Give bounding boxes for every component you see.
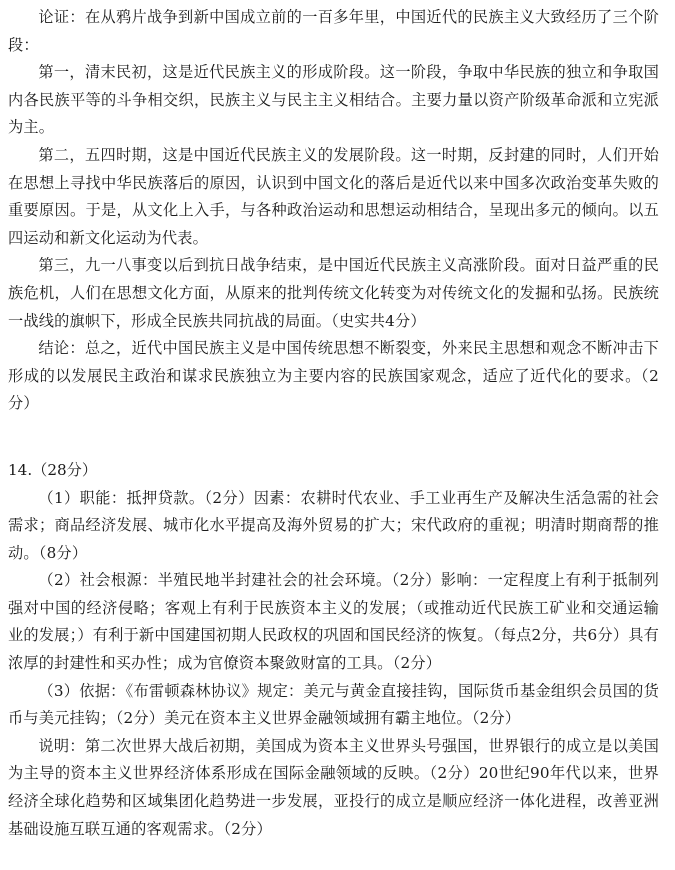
section-spacer [8, 418, 659, 457]
question-14-heading: 14.（28分） [8, 460, 98, 479]
answer-part-2-paragraph: （2）社会根源：半殖民地半封建社会的社会环境。（2分）影响：一定程度上有利于抵制列强对中国的经济侵略；客观上有利于民族资本主义的发展；（或推动近代民族工矿业和交通运输业的发展；）有利于新中国建国初期人民政权的巩固和国民经济的恢复。（每点2分，共6分）具有浓厚的封建性和买办性；成为官僚资本聚敛财富的工具。（2分） [8, 571, 659, 673]
stage-three-paragraph: 第三，九一八事变以后到抗日战争结束，是中国近代民族主义高涨阶段。面对日益严重的民族危机，人们在思想文化方面，从原来的批判传统文化转变为对传统文化的发掘和弘扬。民族统一战线的旗帜下，形成全民族共同抗战的局面。（史实共4分） [8, 256, 659, 330]
answer-part-1-paragraph: （1）职能：抵押贷款。（2分）因素：农耕时代农业、手工业再生产及解决生活急需的社会需求；商品经济发展、城市化水平提高及海外贸易的扩大；宋代政府的重视；明清时期商帮的推动。（8分） [8, 488, 659, 562]
argument-intro-paragraph: 论证：在从鸦片战争到新中国成立前的一百多年里，中国近代的民族主义大致经历了三个阶段： [8, 8, 659, 54]
answer-part-3-paragraph: （3）依据：《布雷顿森林协议》规定：美元与黄金直接挂钩，国际货币基金组织会员国的货币与美元挂钩；（2分）美元在资本主义世界金融领域拥有霸主地位。（2分） [8, 681, 659, 728]
stage-two-paragraph: 第二，五四时期，这是中国近代民族主义的发展阶段。这一时期，反封建的同时，人们开始在思想上寻找中华民族落后的原因，认识到中国文化的落后是近代以来中国多次政治变革失败的重要原因。于是，从文化上入手，与各种政治运动和思想运动相结合，呈现出多元的倾向。以五四运动和新文化运动为代表。 [8, 145, 659, 247]
stage-one-paragraph: 第一，清末民初，这是近代民族主义的形成阶段。这一阶段，争取中华民族的独立和争取国内各民族平等的斗争相交织，民族主义与民主主义相结合。主要力量以资产阶级革命派和立宪派为主。 [8, 63, 659, 137]
conclusion-paragraph: 结论：总之，近代中国民族主义是中国传统思想不断裂变，外来民主思想和观念不断冲击下形成的以发展民主政治和谋求民族独立为主要内容的民族国家观念，适应了近代化的要求。（2分） [8, 339, 659, 413]
explanation-paragraph: 说明：第二次世界大战后初期，美国成为资本主义世界头号强国，世界银行的成立是以美国为主导的资本主义世界经济体系形成在国际金融领域的反映。（2分）20世纪90年代以来，世界经济全球化趋势和区域集团化趋势进一步发展，亚投行的成立是顺应经济一体化进程，改善亚洲基础设施互联互通的客观需求。（2分） [8, 736, 659, 838]
